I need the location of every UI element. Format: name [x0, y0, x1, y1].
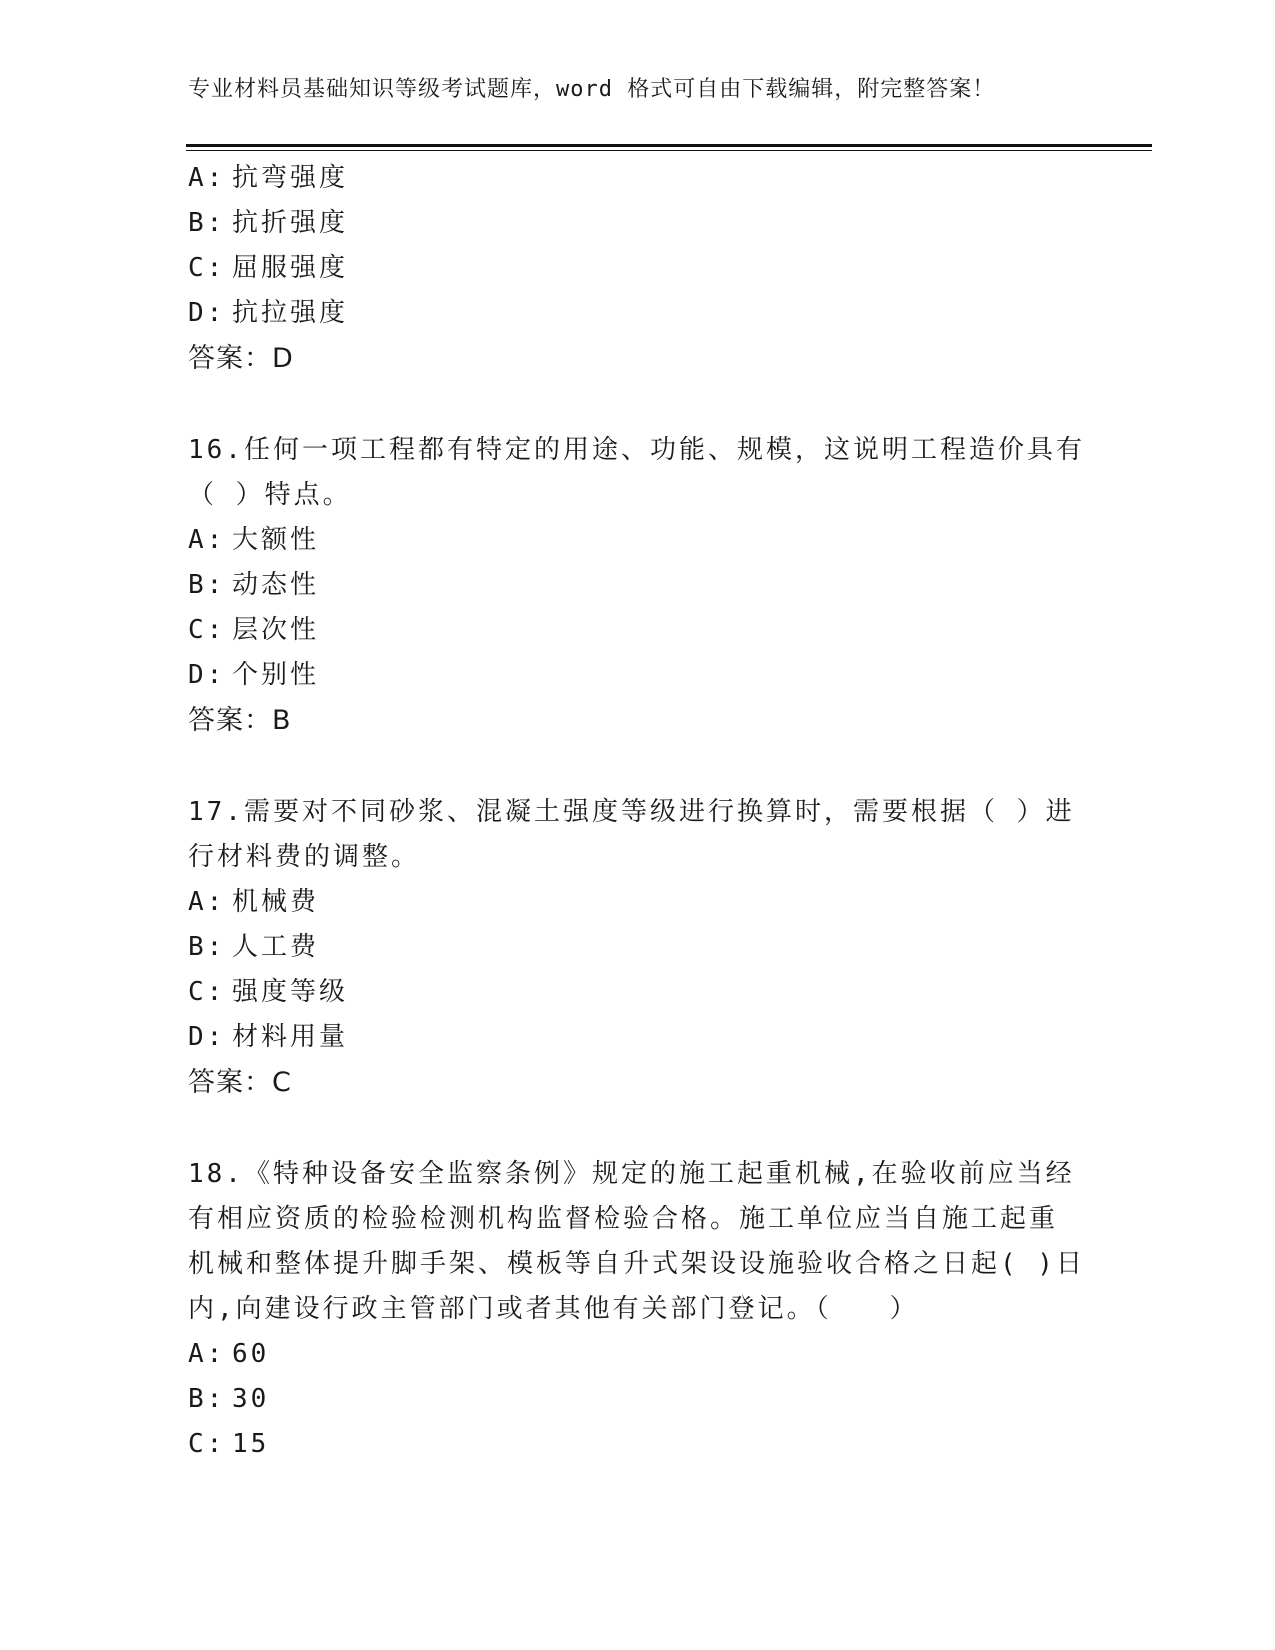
question-16 [188, 428, 1108, 743]
option-a: A: 60 [188, 1339, 270, 1369]
option-c: C: 屈服强度 [188, 253, 349, 283]
header-rule-thin [186, 150, 1152, 151]
document-body [188, 156, 1108, 1467]
option-b: B: 抗折强度 [188, 208, 349, 238]
option-d: D: 抗拉强度 [188, 298, 349, 328]
option-d: D: 个别性 [188, 660, 320, 690]
option-b: B: 动态性 [188, 570, 320, 600]
option-b: B: 30 [188, 1384, 270, 1414]
option-list [188, 156, 1108, 336]
option-b: B: 人工费 [188, 932, 320, 962]
option-a: A: 抗弯强度 [188, 163, 349, 193]
answer-line: 答案：B [188, 705, 292, 736]
header-rule-thick [186, 144, 1152, 147]
option-d: D: 材料用量 [188, 1022, 349, 1052]
question-text: 18.《特种设备安全监察条例》规定的施工起重机械,在验收前应当经 有相应资质的检验检测机构监督检验合格。施工单位应当自施工起重 机械和整体提升脚手架、模板等自升式架设设施验收合格之日起( )日 内,向建设行政主管部门或者其他有关部门登记。（ ） [188, 1159, 1085, 1324]
question-18 [188, 1152, 1108, 1467]
answer-line: 答案：D [188, 343, 294, 374]
option-c: C: 层次性 [188, 615, 320, 645]
option-a: A: 机械费 [188, 887, 320, 917]
question-text: 17.需要对不同砂浆、混凝土强度等级进行换算时，需要根据（ ）进 行材料费的调整。 [188, 797, 1075, 872]
option-c: C: 强度等级 [188, 977, 349, 1007]
option-a: A: 大额性 [188, 525, 320, 555]
question-17 [188, 790, 1108, 1105]
page-header: 专业材料员基础知识等级考试题库，word 格式可自由下载编辑，附完整答案！ [188, 77, 996, 102]
option-c: C: 15 [188, 1429, 270, 1459]
question-text: 16.任何一项工程都有特定的用途、功能、规模，这说明工程造价具有 （ ）特点。 [188, 435, 1085, 510]
answer-line: 答案：C [188, 1067, 292, 1098]
